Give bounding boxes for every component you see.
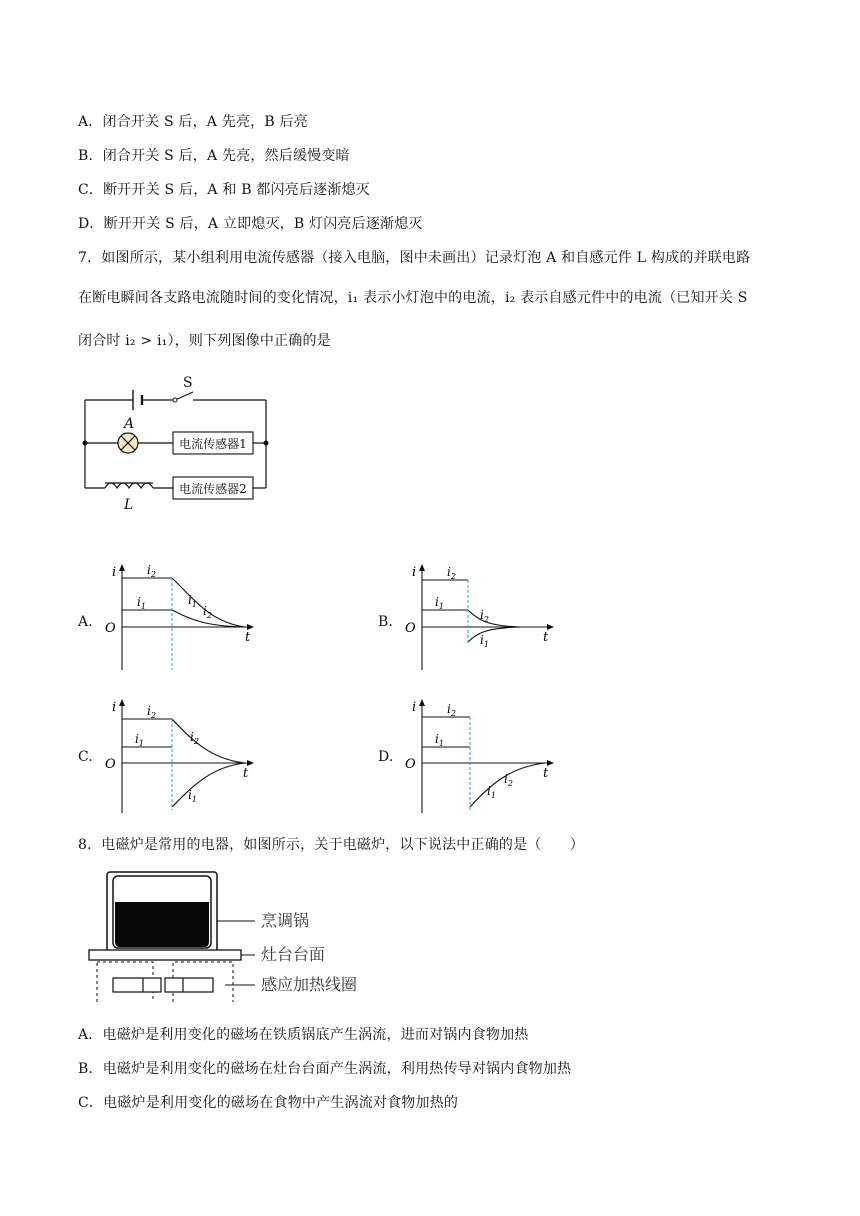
q7-stem-line-2: 在断电瞬间各支路电流随时间的变化情况，i₁ 表示小灯泡中的电流，i₂ 表示自感元件中的电流（已知开关 S bbox=[78, 290, 748, 306]
svg-text:i1: $i_1$ bbox=[480, 633, 489, 649]
svg-text:i2: $i_2$ bbox=[190, 730, 199, 746]
svg-text:i1: $i_1$ bbox=[487, 784, 496, 800]
sensor-1-label: 电流传感器1 bbox=[179, 437, 247, 451]
inductor-label: L bbox=[124, 497, 134, 513]
q6-option-b: B．闭合开关 S 后，A 先亮，然后缓慢变暗 bbox=[78, 148, 350, 164]
origin-label: O bbox=[405, 757, 416, 772]
sensor-2-label: 电流传感器2 bbox=[179, 482, 247, 496]
graph-option-d-label: D. bbox=[378, 749, 394, 765]
axis-t-label: t bbox=[543, 766, 549, 781]
axis-i-label: i bbox=[412, 565, 417, 580]
graph-option-b bbox=[400, 560, 560, 680]
svg-text:i1: $i_1$ bbox=[135, 732, 144, 748]
svg-text:i1: $i_1$ bbox=[188, 593, 197, 609]
svg-text:i1: $i_1$ bbox=[435, 595, 444, 611]
graph-option-d bbox=[400, 695, 560, 820]
svg-text:i2: $i_2$ bbox=[480, 608, 489, 624]
q8-stem: 8．电磁炉是常用的电器，如图所示，关于电磁炉，以下说法中正确的是（ ） bbox=[78, 837, 585, 853]
axis-t-label: t bbox=[543, 630, 549, 645]
circuit-diagram bbox=[78, 370, 278, 515]
lamp-icon bbox=[118, 433, 138, 453]
svg-text:i1: $i_1$ bbox=[435, 732, 444, 748]
svg-text:i2: $i_2$ bbox=[504, 772, 513, 788]
svg-text:i2: $i_2$ bbox=[203, 604, 212, 620]
q6-option-c: C．断开开关 S 后，A 和 B 都闪亮后逐渐熄灭 bbox=[78, 182, 370, 198]
svg-text:i1: $i_1$ bbox=[137, 595, 146, 611]
stove-top bbox=[89, 950, 241, 960]
q8-option-b: B．电磁炉是利用变化的磁场在灶台台面产生涡流，利用热传导对锅内食物加热 bbox=[78, 1061, 572, 1077]
q7-stem-line-3: 闭合时 i₂ > i₁），则下列图像中正确的是 bbox=[78, 333, 331, 349]
origin-label: O bbox=[405, 621, 416, 636]
svg-text:i2: $i_2$ bbox=[147, 563, 156, 579]
q6-option-d: D．断开开关 S 后，A 立即熄灭，B 灯闪亮后逐渐熄灭 bbox=[78, 216, 423, 232]
switch-icon bbox=[173, 375, 193, 402]
origin-label: O bbox=[105, 621, 116, 636]
axis-i-label: i bbox=[112, 565, 117, 580]
battery-icon bbox=[133, 390, 142, 410]
coil-icon bbox=[113, 978, 213, 992]
graph-option-c bbox=[100, 695, 260, 820]
axis-i-label: i bbox=[112, 700, 117, 715]
induction-cooker-diagram bbox=[85, 868, 385, 1008]
stove-top-label: 灶台台面 bbox=[261, 945, 326, 964]
pot-icon bbox=[107, 872, 217, 952]
switch-label: S bbox=[183, 375, 193, 391]
axis-t-label: t bbox=[245, 630, 251, 645]
origin-label: O bbox=[105, 757, 116, 772]
q6-option-a: A．闭合开关 S 后，A 先亮，B 后亮 bbox=[78, 114, 308, 130]
axis-t-label: t bbox=[243, 766, 249, 781]
q8-option-a: A．电磁炉是利用变化的磁场在铁质锅底产生涡流，进而对锅内食物加热 bbox=[78, 1027, 529, 1043]
graph-option-c-label: C. bbox=[78, 749, 94, 765]
svg-text:i2: $i_2$ bbox=[147, 704, 156, 720]
svg-text:i1: $i_1$ bbox=[188, 788, 197, 804]
svg-text:i2: $i_2$ bbox=[447, 565, 456, 581]
inductor-icon bbox=[105, 483, 153, 488]
axis-i-label: i bbox=[412, 700, 417, 715]
svg-text:i2: $i_2$ bbox=[447, 702, 456, 718]
graph-option-b-label: B. bbox=[378, 614, 394, 630]
pot-label: 烹调锅 bbox=[261, 911, 310, 930]
graph-option-a bbox=[100, 560, 260, 680]
graph-option-a-label: A. bbox=[78, 614, 93, 630]
coil-label: 感应加热线圈 bbox=[261, 975, 358, 994]
lamp-label: A bbox=[124, 416, 135, 432]
q7-stem-line-1: 7．如图所示，某小组利用电流传感器（接入电脑，图中未画出）记录灯泡 A 和自感元件 L 构成的并联电路 bbox=[78, 250, 751, 266]
q8-option-c: C．电磁炉是利用变化的磁场在食物中产生涡流对食物加热的 bbox=[78, 1095, 459, 1111]
